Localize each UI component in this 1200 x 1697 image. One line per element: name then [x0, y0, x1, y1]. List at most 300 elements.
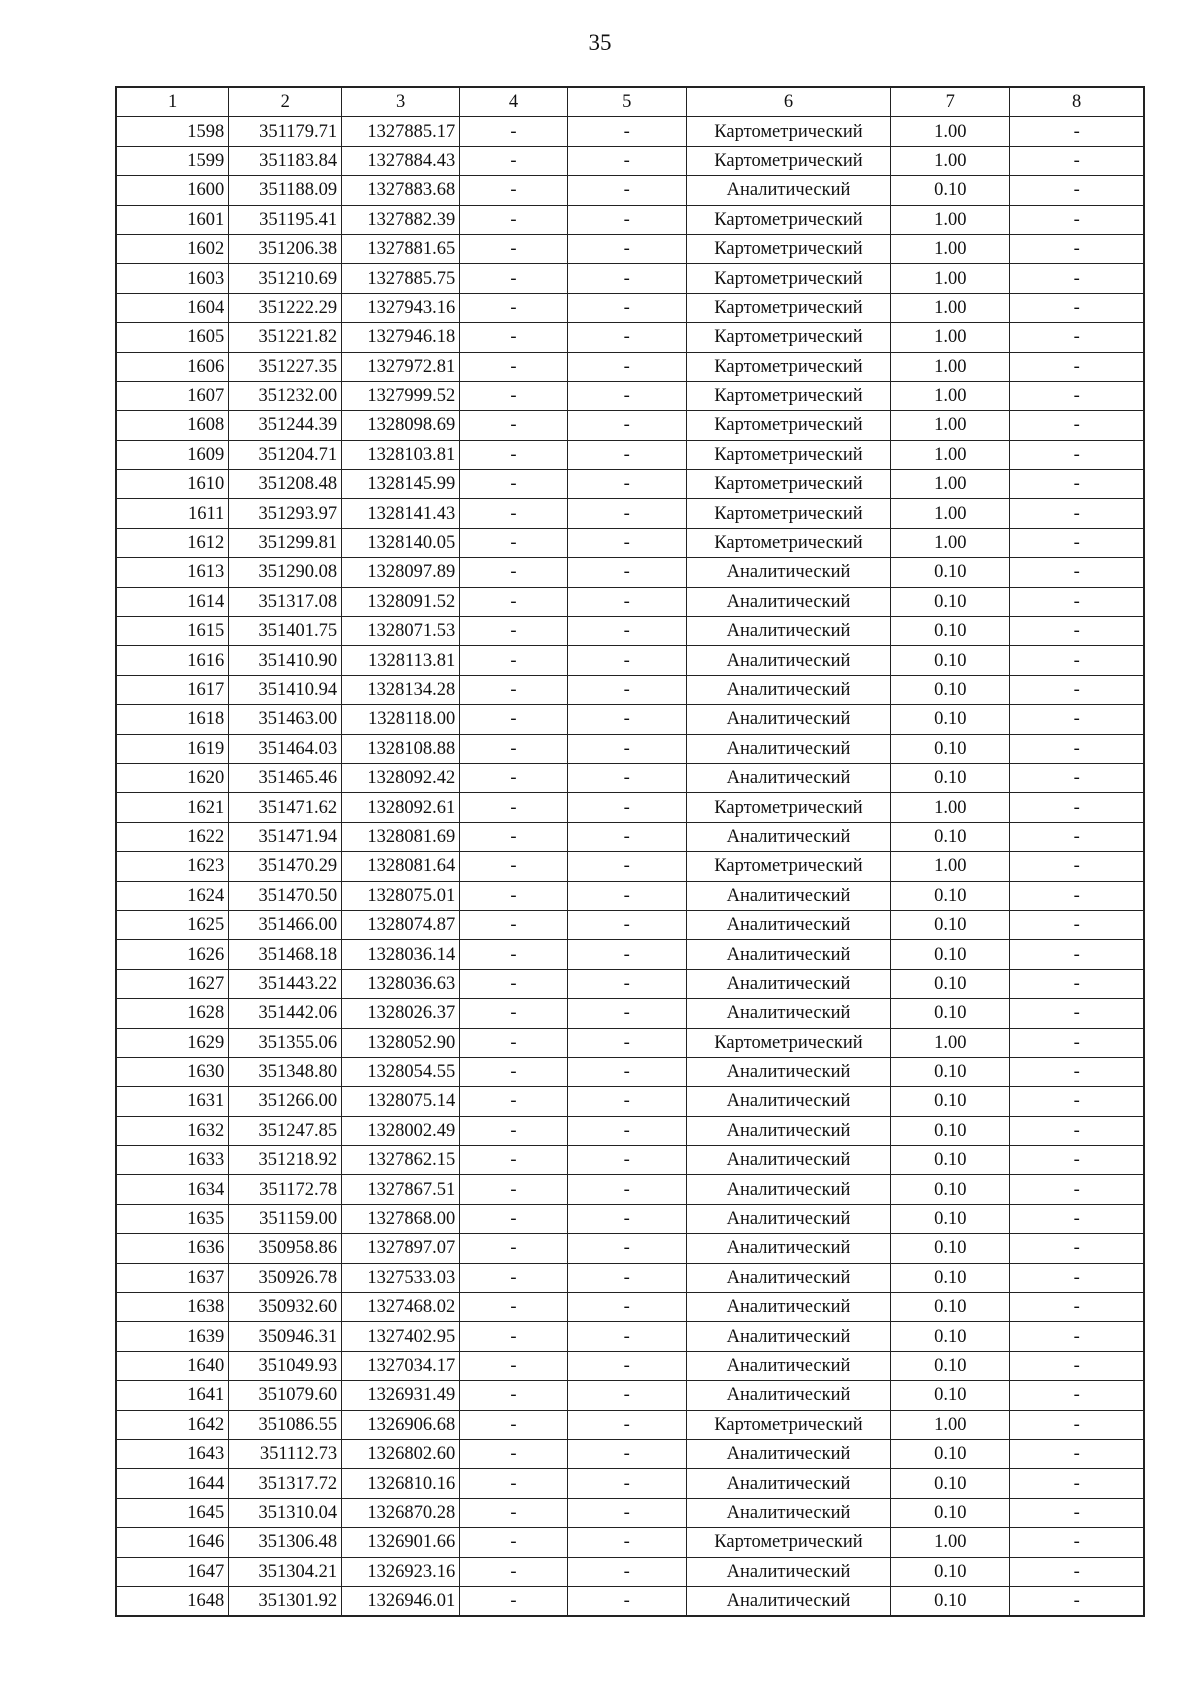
point-number-cell: 1622 [116, 822, 229, 851]
column-5-cell: - [567, 1557, 686, 1586]
table-row [116, 1204, 1144, 1233]
column-8-cell: - [1010, 470, 1144, 499]
method-cell: Аналитический [686, 1586, 890, 1616]
method-cell: Аналитический [686, 1116, 890, 1145]
table-header-row [116, 87, 1144, 117]
column-header-4: 4 [460, 87, 567, 117]
point-number-cell: 1611 [116, 499, 229, 528]
method-cell: Картометрический [686, 146, 890, 175]
y-coordinate-cell: 1328036.14 [342, 940, 460, 969]
point-number-cell: 1600 [116, 176, 229, 205]
x-coordinate-cell: 351049.93 [229, 1351, 342, 1380]
method-cell: Картометрический [686, 411, 890, 440]
column-5-cell: - [567, 499, 686, 528]
column-5-cell: - [567, 323, 686, 352]
accuracy-cell: 0.10 [891, 881, 1010, 910]
column-5-cell: - [567, 1146, 686, 1175]
point-number-cell: 1613 [116, 558, 229, 587]
column-5-cell: - [567, 1116, 686, 1145]
method-cell: Картометрический [686, 793, 890, 822]
column-5-cell: - [567, 1087, 686, 1116]
column-5-cell: - [567, 734, 686, 763]
column-8-cell: - [1010, 705, 1144, 734]
accuracy-cell: 1.00 [891, 381, 1010, 410]
table-row [116, 470, 1144, 499]
column-5-cell: - [567, 1028, 686, 1057]
y-coordinate-cell: 1328092.42 [342, 763, 460, 792]
accuracy-cell: 0.10 [891, 1469, 1010, 1498]
column-8-cell: - [1010, 999, 1144, 1028]
table-row [116, 763, 1144, 792]
method-cell: Картометрический [686, 440, 890, 469]
column-8-cell: - [1010, 1586, 1144, 1616]
column-5-cell: - [567, 1263, 686, 1292]
y-coordinate-cell: 1328071.53 [342, 617, 460, 646]
point-number-cell: 1630 [116, 1057, 229, 1086]
column-4-cell: - [460, 1263, 567, 1292]
point-number-cell: 1646 [116, 1528, 229, 1557]
coordinates-table [115, 86, 1145, 1617]
point-number-cell: 1636 [116, 1234, 229, 1263]
column-5-cell: - [567, 146, 686, 175]
method-cell: Аналитический [686, 969, 890, 998]
table-row [116, 1146, 1144, 1175]
method-cell: Аналитический [686, 1322, 890, 1351]
x-coordinate-cell: 351222.29 [229, 293, 342, 322]
point-number-cell: 1604 [116, 293, 229, 322]
table-row [116, 1469, 1144, 1498]
accuracy-cell: 0.10 [891, 675, 1010, 704]
method-cell: Аналитический [686, 1381, 890, 1410]
point-number-cell: 1621 [116, 793, 229, 822]
column-4-cell: - [460, 352, 567, 381]
column-4-cell: - [460, 1204, 567, 1233]
column-8-cell: - [1010, 440, 1144, 469]
table-row [116, 1175, 1144, 1204]
column-8-cell: - [1010, 264, 1144, 293]
y-coordinate-cell: 1328081.64 [342, 852, 460, 881]
y-coordinate-cell: 1328098.69 [342, 411, 460, 440]
column-5-cell: - [567, 1439, 686, 1468]
table-row [116, 646, 1144, 675]
table-row [116, 1322, 1144, 1351]
column-5-cell: - [567, 1351, 686, 1380]
x-coordinate-cell: 351468.18 [229, 940, 342, 969]
table-row [116, 499, 1144, 528]
y-coordinate-cell: 1327034.17 [342, 1351, 460, 1380]
column-8-cell: - [1010, 1028, 1144, 1057]
column-8-cell: - [1010, 1381, 1144, 1410]
x-coordinate-cell: 350926.78 [229, 1263, 342, 1292]
column-8-cell: - [1010, 763, 1144, 792]
column-5-cell: - [567, 1204, 686, 1233]
y-coordinate-cell: 1327897.07 [342, 1234, 460, 1263]
method-cell: Аналитический [686, 1087, 890, 1116]
x-coordinate-cell: 351317.08 [229, 587, 342, 616]
table-row [116, 411, 1144, 440]
column-5-cell: - [567, 293, 686, 322]
method-cell: Аналитический [686, 705, 890, 734]
method-cell: Аналитический [686, 822, 890, 851]
x-coordinate-cell: 351218.92 [229, 1146, 342, 1175]
table-row [116, 587, 1144, 616]
column-4-cell: - [460, 205, 567, 234]
column-4-cell: - [460, 1293, 567, 1322]
table-row [116, 323, 1144, 352]
table-body [116, 117, 1144, 1616]
method-cell: Картометрический [686, 323, 890, 352]
column-8-cell: - [1010, 822, 1144, 851]
point-number-cell: 1616 [116, 646, 229, 675]
y-coordinate-cell: 1326931.49 [342, 1381, 460, 1410]
column-5-cell: - [567, 587, 686, 616]
column-5-cell: - [567, 176, 686, 205]
x-coordinate-cell: 351195.41 [229, 205, 342, 234]
accuracy-cell: 0.10 [891, 1351, 1010, 1380]
column-4-cell: - [460, 1528, 567, 1557]
column-5-cell: - [567, 440, 686, 469]
point-number-cell: 1606 [116, 352, 229, 381]
x-coordinate-cell: 351317.72 [229, 1469, 342, 1498]
table-row [116, 528, 1144, 557]
point-number-cell: 1624 [116, 881, 229, 910]
table-row [116, 793, 1144, 822]
column-4-cell: - [460, 763, 567, 792]
column-8-cell: - [1010, 205, 1144, 234]
y-coordinate-cell: 1327881.65 [342, 234, 460, 263]
column-4-cell: - [460, 852, 567, 881]
column-8-cell: - [1010, 617, 1144, 646]
point-number-cell: 1623 [116, 852, 229, 881]
column-4-cell: - [460, 910, 567, 939]
column-5-cell: - [567, 881, 686, 910]
point-number-cell: 1599 [116, 146, 229, 175]
accuracy-cell: 0.10 [891, 1057, 1010, 1086]
method-cell: Аналитический [686, 646, 890, 675]
column-4-cell: - [460, 1028, 567, 1057]
column-4-cell: - [460, 264, 567, 293]
column-8-cell: - [1010, 1263, 1144, 1292]
accuracy-cell: 0.10 [891, 705, 1010, 734]
accuracy-cell: 0.10 [891, 734, 1010, 763]
table-row [116, 176, 1144, 205]
point-number-cell: 1609 [116, 440, 229, 469]
accuracy-cell: 1.00 [891, 293, 1010, 322]
table-row [116, 940, 1144, 969]
x-coordinate-cell: 351470.50 [229, 881, 342, 910]
accuracy-cell: 0.10 [891, 1234, 1010, 1263]
column-8-cell: - [1010, 1410, 1144, 1439]
column-4-cell: - [460, 293, 567, 322]
accuracy-cell: 1.00 [891, 1528, 1010, 1557]
column-8-cell: - [1010, 176, 1144, 205]
method-cell: Аналитический [686, 1293, 890, 1322]
column-4-cell: - [460, 1087, 567, 1116]
x-coordinate-cell: 351183.84 [229, 146, 342, 175]
method-cell: Аналитический [686, 1146, 890, 1175]
table-row [116, 881, 1144, 910]
column-5-cell: - [567, 646, 686, 675]
method-cell: Аналитический [686, 558, 890, 587]
column-4-cell: - [460, 176, 567, 205]
y-coordinate-cell: 1327882.39 [342, 205, 460, 234]
y-coordinate-cell: 1328026.37 [342, 999, 460, 1028]
column-5-cell: - [567, 999, 686, 1028]
column-8-cell: - [1010, 1204, 1144, 1233]
method-cell: Аналитический [686, 763, 890, 792]
y-coordinate-cell: 1327867.51 [342, 1175, 460, 1204]
column-5-cell: - [567, 705, 686, 734]
y-coordinate-cell: 1326870.28 [342, 1498, 460, 1527]
column-5-cell: - [567, 1469, 686, 1498]
x-coordinate-cell: 351304.21 [229, 1557, 342, 1586]
table-row [116, 440, 1144, 469]
x-coordinate-cell: 351244.39 [229, 411, 342, 440]
x-coordinate-cell: 351471.94 [229, 822, 342, 851]
accuracy-cell: 0.10 [891, 1146, 1010, 1175]
accuracy-cell: 0.10 [891, 646, 1010, 675]
column-8-cell: - [1010, 411, 1144, 440]
y-coordinate-cell: 1328002.49 [342, 1116, 460, 1145]
column-8-cell: - [1010, 969, 1144, 998]
point-number-cell: 1638 [116, 1293, 229, 1322]
column-4-cell: - [460, 1146, 567, 1175]
column-4-cell: - [460, 1498, 567, 1527]
point-number-cell: 1640 [116, 1351, 229, 1380]
y-coordinate-cell: 1327946.18 [342, 323, 460, 352]
column-header-6: 6 [686, 87, 890, 117]
accuracy-cell: 0.10 [891, 1498, 1010, 1527]
column-8-cell: - [1010, 1087, 1144, 1116]
column-4-cell: - [460, 1351, 567, 1380]
method-cell: Аналитический [686, 1557, 890, 1586]
table-row [116, 1234, 1144, 1263]
column-4-cell: - [460, 1469, 567, 1498]
x-coordinate-cell: 351293.97 [229, 499, 342, 528]
accuracy-cell: 1.00 [891, 499, 1010, 528]
column-5-cell: - [567, 910, 686, 939]
x-coordinate-cell: 351471.62 [229, 793, 342, 822]
method-cell: Аналитический [686, 734, 890, 763]
x-coordinate-cell: 351465.46 [229, 763, 342, 792]
table-row [116, 264, 1144, 293]
point-number-cell: 1647 [116, 1557, 229, 1586]
point-number-cell: 1612 [116, 528, 229, 557]
y-coordinate-cell: 1327862.15 [342, 1146, 460, 1175]
table-row [116, 1498, 1144, 1527]
point-number-cell: 1642 [116, 1410, 229, 1439]
point-number-cell: 1605 [116, 323, 229, 352]
column-header-2: 2 [229, 87, 342, 117]
y-coordinate-cell: 1327884.43 [342, 146, 460, 175]
x-coordinate-cell: 351466.00 [229, 910, 342, 939]
method-cell: Аналитический [686, 1057, 890, 1086]
column-5-cell: - [567, 470, 686, 499]
y-coordinate-cell: 1328074.87 [342, 910, 460, 939]
x-coordinate-cell: 351086.55 [229, 1410, 342, 1439]
column-4-cell: - [460, 1234, 567, 1263]
point-number-cell: 1614 [116, 587, 229, 616]
x-coordinate-cell: 351221.82 [229, 323, 342, 352]
point-number-cell: 1608 [116, 411, 229, 440]
x-coordinate-cell: 351410.94 [229, 675, 342, 704]
table-row [116, 705, 1144, 734]
column-5-cell: - [567, 1586, 686, 1616]
point-number-cell: 1643 [116, 1439, 229, 1468]
x-coordinate-cell: 351172.78 [229, 1175, 342, 1204]
column-4-cell: - [460, 1586, 567, 1616]
point-number-cell: 1603 [116, 264, 229, 293]
accuracy-cell: 0.10 [891, 1322, 1010, 1351]
x-coordinate-cell: 350932.60 [229, 1293, 342, 1322]
y-coordinate-cell: 1327972.81 [342, 352, 460, 381]
column-5-cell: - [567, 411, 686, 440]
point-number-cell: 1637 [116, 1263, 229, 1292]
method-cell: Картометрический [686, 205, 890, 234]
method-cell: Аналитический [686, 1175, 890, 1204]
table-row [116, 822, 1144, 851]
column-8-cell: - [1010, 234, 1144, 263]
accuracy-cell: 1.00 [891, 793, 1010, 822]
column-8-cell: - [1010, 499, 1144, 528]
column-4-cell: - [460, 1057, 567, 1086]
column-5-cell: - [567, 1057, 686, 1086]
page-number: 35 [588, 30, 612, 55]
column-5-cell: - [567, 1381, 686, 1410]
method-cell: Картометрический [686, 528, 890, 557]
accuracy-cell: 0.10 [891, 1175, 1010, 1204]
y-coordinate-cell: 1328097.89 [342, 558, 460, 587]
x-coordinate-cell: 351179.71 [229, 117, 342, 146]
accuracy-cell: 0.10 [891, 1586, 1010, 1616]
accuracy-cell: 1.00 [891, 323, 1010, 352]
y-coordinate-cell: 1328075.14 [342, 1087, 460, 1116]
table-row [116, 1586, 1144, 1616]
column-4-cell: - [460, 558, 567, 587]
column-8-cell: - [1010, 1469, 1144, 1498]
column-5-cell: - [567, 1528, 686, 1557]
method-cell: Аналитический [686, 675, 890, 704]
y-coordinate-cell: 1326901.66 [342, 1528, 460, 1557]
column-5-cell: - [567, 528, 686, 557]
column-4-cell: - [460, 323, 567, 352]
column-4-cell: - [460, 1322, 567, 1351]
method-cell: Аналитический [686, 910, 890, 939]
column-4-cell: - [460, 117, 567, 146]
table-row [116, 1263, 1144, 1292]
point-number-cell: 1629 [116, 1028, 229, 1057]
table-row [116, 1351, 1144, 1380]
accuracy-cell: 0.10 [891, 1381, 1010, 1410]
column-8-cell: - [1010, 646, 1144, 675]
method-cell: Картометрический [686, 381, 890, 410]
column-8-cell: - [1010, 881, 1144, 910]
x-coordinate-cell: 351310.04 [229, 1498, 342, 1527]
column-5-cell: - [567, 1234, 686, 1263]
table-row [116, 1293, 1144, 1322]
column-8-cell: - [1010, 910, 1144, 939]
column-4-cell: - [460, 999, 567, 1028]
point-number-cell: 1639 [116, 1322, 229, 1351]
accuracy-cell: 0.10 [891, 1204, 1010, 1233]
table-row [116, 146, 1144, 175]
y-coordinate-cell: 1328140.05 [342, 528, 460, 557]
x-coordinate-cell: 351401.75 [229, 617, 342, 646]
method-cell: Картометрический [686, 1528, 890, 1557]
point-number-cell: 1628 [116, 999, 229, 1028]
y-coordinate-cell: 1328092.61 [342, 793, 460, 822]
y-coordinate-cell: 1327943.16 [342, 293, 460, 322]
column-4-cell: - [460, 734, 567, 763]
accuracy-cell: 1.00 [891, 852, 1010, 881]
column-8-cell: - [1010, 146, 1144, 175]
x-coordinate-cell: 351208.48 [229, 470, 342, 499]
y-coordinate-cell: 1327533.03 [342, 1263, 460, 1292]
column-8-cell: - [1010, 352, 1144, 381]
column-5-cell: - [567, 234, 686, 263]
table-row [116, 558, 1144, 587]
table-row [116, 969, 1144, 998]
accuracy-cell: 1.00 [891, 470, 1010, 499]
column-4-cell: - [460, 1410, 567, 1439]
method-cell: Картометрический [686, 470, 890, 499]
column-4-cell: - [460, 1116, 567, 1145]
column-5-cell: - [567, 381, 686, 410]
point-number-cell: 1632 [116, 1116, 229, 1145]
column-5-cell: - [567, 1498, 686, 1527]
column-5-cell: - [567, 264, 686, 293]
column-8-cell: - [1010, 1439, 1144, 1468]
column-8-cell: - [1010, 1322, 1144, 1351]
x-coordinate-cell: 351410.90 [229, 646, 342, 675]
point-number-cell: 1634 [116, 1175, 229, 1204]
point-number-cell: 1598 [116, 117, 229, 146]
method-cell: Аналитический [686, 587, 890, 616]
table-row [116, 852, 1144, 881]
y-coordinate-cell: 1328052.90 [342, 1028, 460, 1057]
accuracy-cell: 0.10 [891, 940, 1010, 969]
column-4-cell: - [460, 234, 567, 263]
column-8-cell: - [1010, 1293, 1144, 1322]
y-coordinate-cell: 1327468.02 [342, 1293, 460, 1322]
method-cell: Картометрический [686, 499, 890, 528]
accuracy-cell: 1.00 [891, 117, 1010, 146]
table-row [116, 293, 1144, 322]
x-coordinate-cell: 351355.06 [229, 1028, 342, 1057]
column-8-cell: - [1010, 558, 1144, 587]
column-header-5: 5 [567, 87, 686, 117]
column-8-cell: - [1010, 381, 1144, 410]
column-4-cell: - [460, 499, 567, 528]
method-cell: Аналитический [686, 176, 890, 205]
method-cell: Аналитический [686, 1439, 890, 1468]
table-row [116, 999, 1144, 1028]
point-number-cell: 1644 [116, 1469, 229, 1498]
table-row [116, 1116, 1144, 1145]
table-row [116, 1557, 1144, 1586]
y-coordinate-cell: 1328075.01 [342, 881, 460, 910]
column-5-cell: - [567, 558, 686, 587]
method-cell: Картометрический [686, 293, 890, 322]
column-5-cell: - [567, 940, 686, 969]
table-row [116, 1439, 1144, 1468]
column-5-cell: - [567, 822, 686, 851]
column-header-7: 7 [891, 87, 1010, 117]
x-coordinate-cell: 351232.00 [229, 381, 342, 410]
column-4-cell: - [460, 822, 567, 851]
x-coordinate-cell: 351227.35 [229, 352, 342, 381]
column-5-cell: - [567, 852, 686, 881]
